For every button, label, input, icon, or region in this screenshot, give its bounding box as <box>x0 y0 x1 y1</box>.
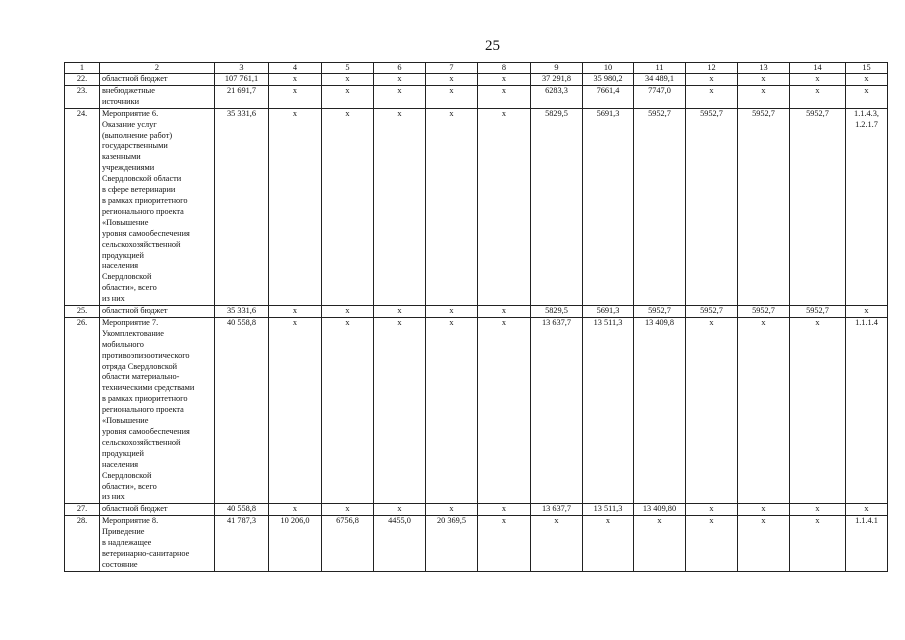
table-cell: 4455,0 <box>374 516 426 572</box>
table-cell: x <box>426 108 478 305</box>
table-cell: x <box>322 306 374 318</box>
table-cell: 5952,7 <box>634 108 686 305</box>
table-cell: x <box>478 504 531 516</box>
row-name: областной бюджет <box>100 504 215 516</box>
table-cell: 7661,4 <box>583 85 634 108</box>
table-cell: x <box>426 74 478 86</box>
table-cell: x <box>478 317 531 503</box>
table-cell: x <box>426 317 478 503</box>
column-header: 5 <box>322 63 374 74</box>
table-cell: 5691,3 <box>583 306 634 318</box>
column-header: 7 <box>426 63 478 74</box>
table-cell: x <box>846 504 888 516</box>
table-cell: x <box>478 108 531 305</box>
table-cell: x <box>738 516 790 572</box>
table-cell: x <box>478 516 531 572</box>
table-cell: x <box>269 504 322 516</box>
table-cell: x <box>790 317 846 503</box>
table-cell: 35 331,6 <box>215 108 269 305</box>
table-cell: x <box>686 516 738 572</box>
page-number: 25 <box>485 38 500 54</box>
table-cell: 10 206,0 <box>269 516 322 572</box>
table-cell: x <box>374 85 426 108</box>
table-cell: 13 637,7 <box>531 504 583 516</box>
table-cell: x <box>374 317 426 503</box>
table-cell: x <box>846 74 888 86</box>
row-number: 28. <box>65 516 100 572</box>
column-header: 15 <box>846 63 888 74</box>
column-header: 4 <box>269 63 322 74</box>
column-header: 2 <box>100 63 215 74</box>
table-cell: x <box>790 504 846 516</box>
table-cell: 5952,7 <box>790 108 846 305</box>
table-cell: 5952,7 <box>738 108 790 305</box>
table-cell: 35 331,6 <box>215 306 269 318</box>
row-number: 26. <box>65 317 100 503</box>
column-header: 6 <box>374 63 426 74</box>
table-cell: x <box>846 85 888 108</box>
table-cell: x <box>374 108 426 305</box>
table-cell: x <box>583 516 634 572</box>
table-cell: 34 489,1 <box>634 74 686 86</box>
table-cell: 107 761,1 <box>215 74 269 86</box>
column-header: 1 <box>65 63 100 74</box>
row-number: 27. <box>65 504 100 516</box>
row-name: областной бюджет <box>100 74 215 86</box>
table-cell: x <box>374 306 426 318</box>
row-number: 25. <box>65 306 100 318</box>
table-cell: 41 787,3 <box>215 516 269 572</box>
table-cell: 40 558,8 <box>215 317 269 503</box>
table-cell: x <box>269 85 322 108</box>
table-cell: x <box>426 306 478 318</box>
column-header: 8 <box>478 63 531 74</box>
table-cell: x <box>269 108 322 305</box>
column-header: 14 <box>790 63 846 74</box>
row-name: областной бюджет <box>100 306 215 318</box>
table-cell: x <box>374 504 426 516</box>
table-cell: x <box>738 317 790 503</box>
row-name: Мероприятие 8. Приведение в надлежащее ветеринарно-санитарное состояние <box>100 516 215 572</box>
table-cell: x <box>269 306 322 318</box>
table-cell: x <box>790 74 846 86</box>
table-cell: x <box>426 85 478 108</box>
table-cell: 20 369,5 <box>426 516 478 572</box>
table-cell: x <box>426 504 478 516</box>
table-cell: 6756,8 <box>322 516 374 572</box>
table-row <box>65 317 888 503</box>
table-cell: 5829,5 <box>531 306 583 318</box>
table-cell: 37 291,8 <box>531 74 583 86</box>
table-cell: 5691,3 <box>583 108 634 305</box>
table-cell: 5952,7 <box>634 306 686 318</box>
table-row <box>65 108 888 305</box>
table-cell: 1.1.4.3, 1.2.1.7 <box>846 108 888 305</box>
column-header: 10 <box>583 63 634 74</box>
table-cell: x <box>738 85 790 108</box>
table-cell: 5952,7 <box>790 306 846 318</box>
table-row <box>65 306 888 318</box>
table-cell: x <box>322 504 374 516</box>
table-cell: x <box>686 317 738 503</box>
row-number: 22. <box>65 74 100 86</box>
table-cell: 13 637,7 <box>531 317 583 503</box>
table-cell: 21 691,7 <box>215 85 269 108</box>
table-cell: x <box>634 516 686 572</box>
column-header: 11 <box>634 63 686 74</box>
table-cell: 5829,5 <box>531 108 583 305</box>
table-cell: x <box>269 74 322 86</box>
table-row <box>65 504 888 516</box>
table-cell: x <box>686 504 738 516</box>
table-cell: x <box>478 306 531 318</box>
table-cell: 35 980,2 <box>583 74 634 86</box>
table-cell: 13 409,8 <box>634 317 686 503</box>
table-cell: x <box>846 306 888 318</box>
table-cell: 5952,7 <box>686 306 738 318</box>
column-header: 9 <box>531 63 583 74</box>
table-cell: x <box>738 504 790 516</box>
row-number: 23. <box>65 85 100 108</box>
table-cell: 6283,3 <box>531 85 583 108</box>
table-cell: 1.1.4.1 <box>846 516 888 572</box>
table-cell: 40 558,8 <box>215 504 269 516</box>
table-cell: x <box>531 516 583 572</box>
table-cell: x <box>790 516 846 572</box>
table-cell: x <box>322 317 374 503</box>
table-cell: x <box>478 85 531 108</box>
column-header: 12 <box>686 63 738 74</box>
table-cell: x <box>269 317 322 503</box>
budget-table <box>64 62 888 572</box>
table-cell: 7747,0 <box>634 85 686 108</box>
row-name: внебюджетные источники <box>100 85 215 108</box>
column-header: 3 <box>215 63 269 74</box>
table-row <box>65 516 888 572</box>
table-cell: 1.1.1.4 <box>846 317 888 503</box>
table-cell: x <box>322 108 374 305</box>
table-cell: x <box>738 74 790 86</box>
row-name: Мероприятие 7. Укомплектование мобильного противоэпизоотического отряда Свердловской области материально- техническими средствами в рамках приоритетного регионального проекта «Повышение уровня самообеспечения сельскохозяйственной продукцией населения Свердловской области», всего из них <box>100 317 215 503</box>
table-cell: x <box>686 74 738 86</box>
table-cell: 5952,7 <box>686 108 738 305</box>
row-number: 24. <box>65 108 100 305</box>
table-cell: x <box>478 74 531 86</box>
table-header-row <box>65 63 888 74</box>
table-cell: 5952,7 <box>738 306 790 318</box>
table-row <box>65 74 888 86</box>
table-row <box>65 85 888 108</box>
table-cell: x <box>322 85 374 108</box>
table-cell: 13 511,3 <box>583 317 634 503</box>
row-name: Мероприятие 6. Оказание услуг (выполнение работ) государственными казенными учреждениями Свердловской области в сфере ветеринарии в рамках приоритетного регионального проекта «Повышение уровня самообеспечения сельскохозяйственной продукцией населения Свердловской области», всего из них <box>100 108 215 305</box>
table-cell: x <box>322 74 374 86</box>
table-cell: x <box>374 74 426 86</box>
table-cell: x <box>790 85 846 108</box>
table-cell: 13 511,3 <box>583 504 634 516</box>
table-cell: x <box>686 85 738 108</box>
column-header: 13 <box>738 63 790 74</box>
table-cell: 13 409,80 <box>634 504 686 516</box>
